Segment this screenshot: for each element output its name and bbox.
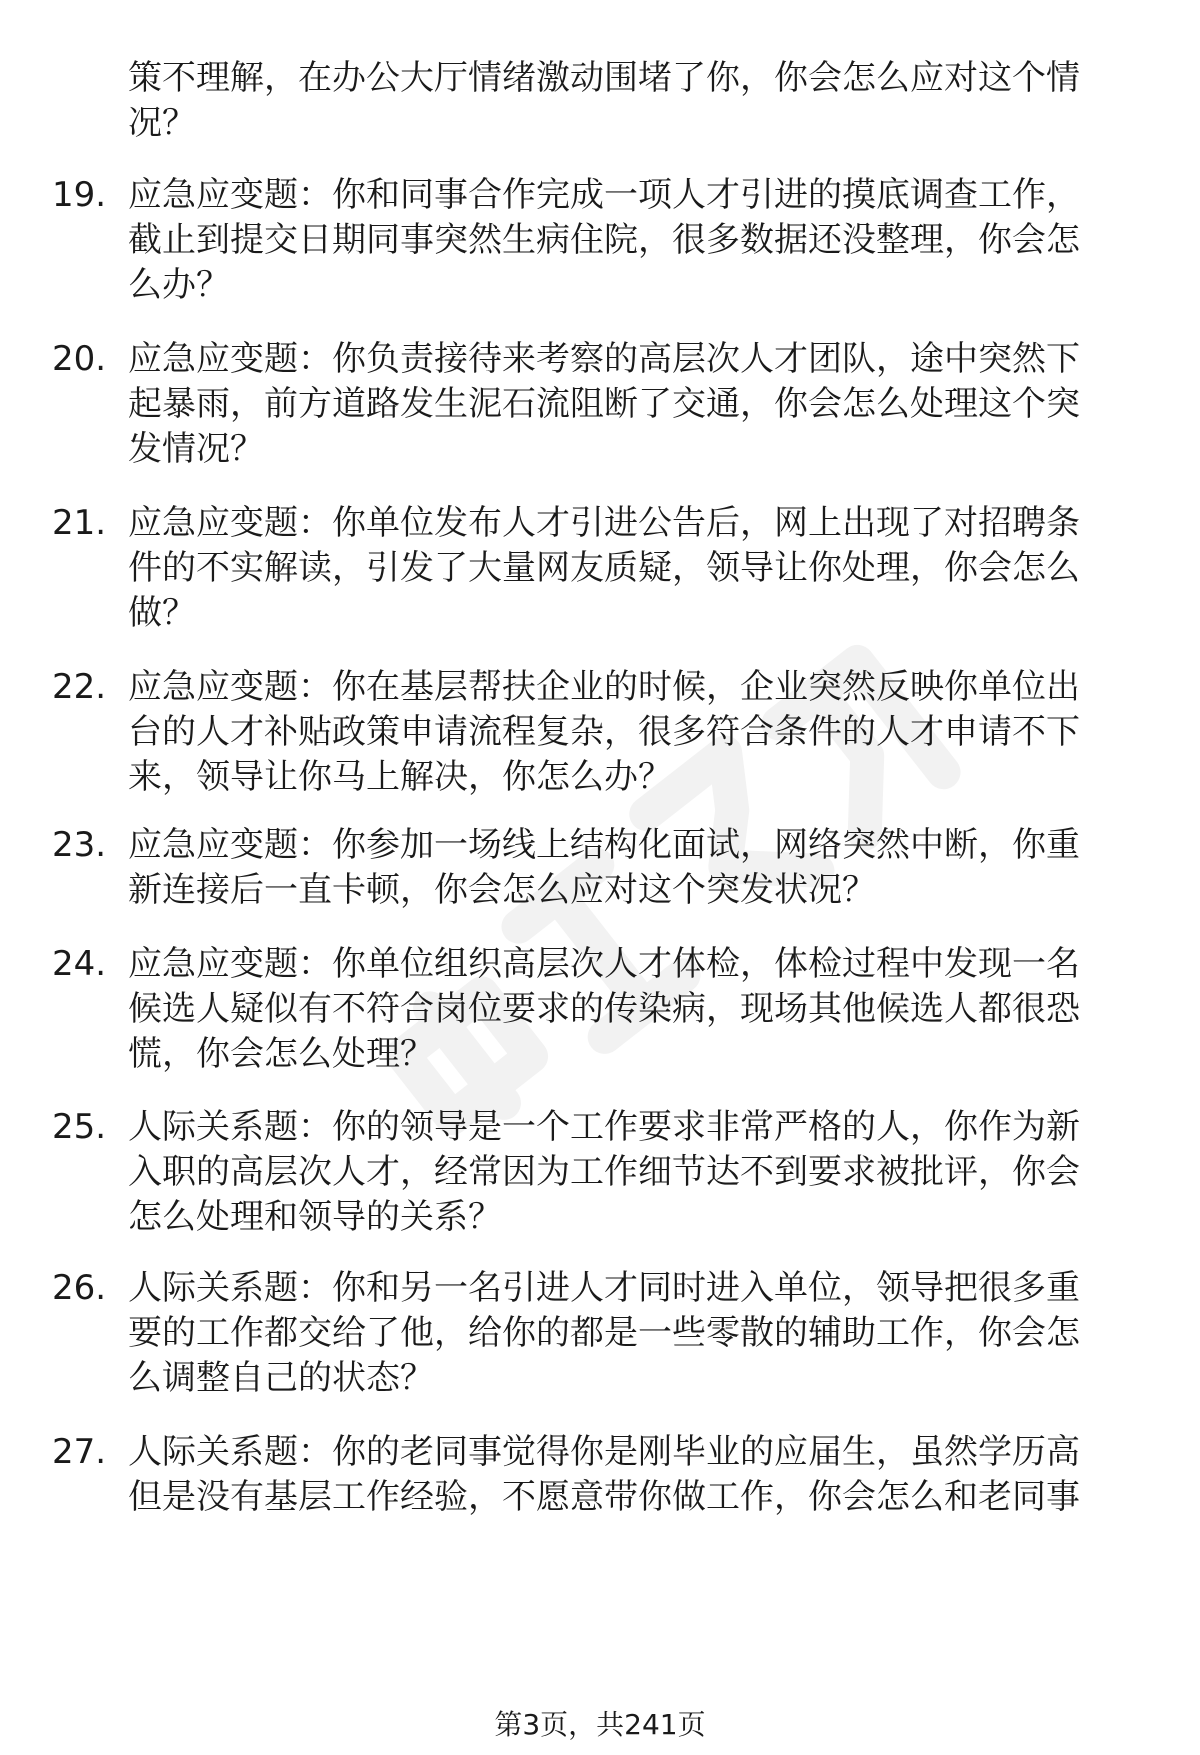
question-number: 22. bbox=[52, 667, 107, 707]
continuation-paragraph: 策不理解，在办公大厅情绪激动围堵了你，你会怎么应对这个情 况？ bbox=[128, 58, 1080, 143]
question-text: 应急应变题：你单位发布人才引进公告后，网上出现了对招聘条 件的不实解读，引发了大量网友质疑，领导让你处理，你会怎么 做？ bbox=[128, 503, 1080, 633]
question-number: 25. bbox=[52, 1107, 107, 1147]
question-number: 23. bbox=[52, 825, 107, 865]
question-text: 人际关系题：你的老同事觉得你是刚毕业的应届生，虽然学历高 但是没有基层工作经验，不愿意带你做工作，你会怎么和老同事 bbox=[128, 1432, 1080, 1517]
page-footer: 第3页，共241页 bbox=[494, 1708, 706, 1741]
question-number: 27. bbox=[52, 1432, 107, 1472]
question-number: 24. bbox=[52, 944, 107, 984]
question-text: 应急应变题：你单位组织高层次人才体检，体检过程中发现一名 候选人疑似有不符合岗位要求的传染病，现场其他候选人都很恐 慌，你会怎么处理？ bbox=[128, 944, 1080, 1074]
question-number: 19. bbox=[52, 175, 107, 215]
question-text: 人际关系题：你的领导是一个工作要求非常严格的人，你作为新 入职的高层次人才，经常因为工作细节达不到要求被批评，你会 怎么处理和领导的关系？ bbox=[128, 1107, 1080, 1237]
question-text: 应急应变题：你在基层帮扶企业的时候，企业突然反映你单位出 台的人才补贴政策申请流程复杂，很多符合条件的人才申请不下 来，领导让你马上解决，你怎么办？ bbox=[128, 667, 1080, 797]
question-text: 人际关系题：你和另一名引进人才同时进入单位，领导把很多重 要的工作都交给了他，给你的都是一些零散的辅助工作，你会怎 么调整自己的状态？ bbox=[128, 1268, 1080, 1398]
question-text: 应急应变题：你和同事合作完成一项人才引进的摸底调查工作， 截止到提交日期同事突然生病住院，很多数据还没整理，你会怎 么办？ bbox=[128, 175, 1080, 305]
question-number: 26. bbox=[52, 1268, 107, 1308]
question-number: 21. bbox=[52, 503, 107, 543]
question-number: 20. bbox=[52, 339, 107, 379]
question-text: 应急应变题：你负责接待来考察的高层次人才团队，途中突然下 起暴雨，前方道路发生泥石流阻断了交通，你会怎么处理这个突 发情况？ bbox=[128, 339, 1080, 469]
question-text: 应急应变题：你参加一场线上结构化面试，网络突然中断，你重 新连接后一直卡顿，你会怎么应对这个突发状况？ bbox=[128, 825, 1080, 910]
